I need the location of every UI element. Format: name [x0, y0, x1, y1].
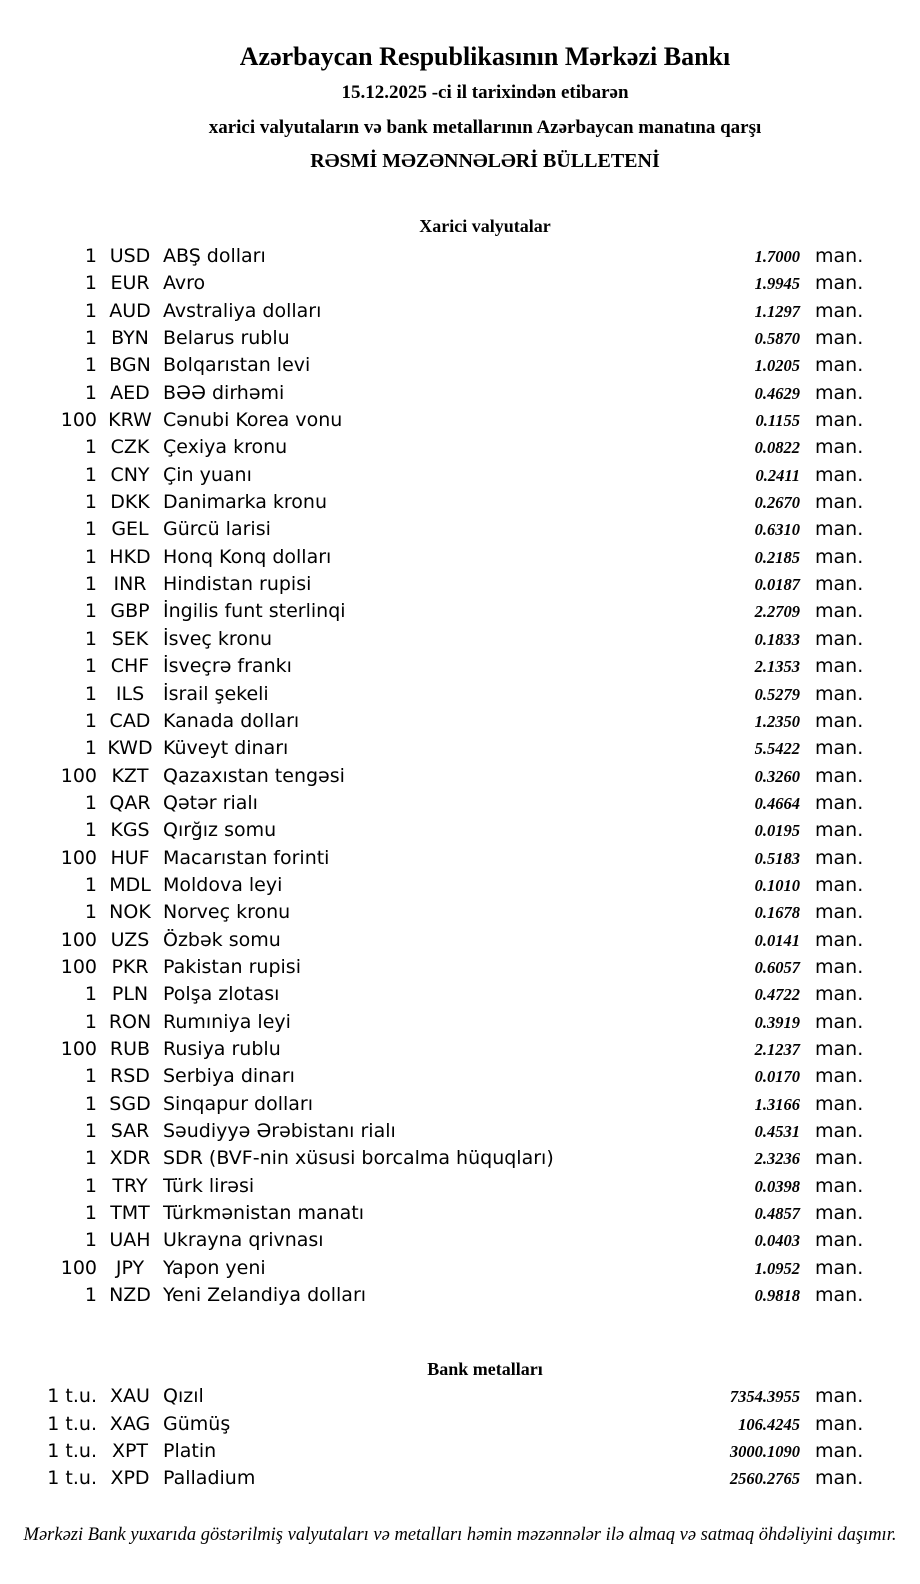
rate-cell: 0.1010 — [754, 875, 800, 895]
currency-row — [0, 817, 920, 844]
currency-row — [0, 981, 920, 1008]
currency-row — [0, 243, 920, 270]
code-cell: EUR — [110, 272, 150, 295]
code-cell: RUB — [109, 1037, 151, 1060]
rate-cell: 1.0952 — [754, 1258, 800, 1278]
unit-cell: man. — [815, 1202, 864, 1225]
name-cell: Yapon yeni — [163, 1256, 266, 1279]
quantity-cell: 1 — [84, 573, 97, 596]
unit-cell: man. — [815, 272, 864, 295]
name-cell: Avro — [163, 272, 206, 295]
unit-cell: man. — [815, 573, 864, 596]
currency-row — [0, 325, 920, 352]
currency-row — [0, 1173, 920, 1200]
code-cell: UZS — [110, 928, 150, 951]
unit-cell: man. — [815, 1385, 864, 1408]
code-cell: INR — [113, 573, 147, 596]
code-cell: RSD — [110, 1065, 150, 1088]
quantity-cell: 1 t.u. — [47, 1412, 97, 1435]
metal-row — [0, 1465, 920, 1492]
name-cell: Norveç kronu — [163, 901, 291, 924]
currency-row — [0, 462, 920, 489]
name-cell: Avstraliya dolları — [163, 299, 322, 322]
code-cell: UAH — [109, 1229, 151, 1252]
quantity-cell: 1 — [84, 1147, 97, 1170]
quantity-cell: 1 t.u. — [47, 1385, 97, 1408]
rate-cell: 1.1297 — [754, 301, 800, 321]
rate-cell: 0.4857 — [754, 1204, 800, 1224]
rate-cell: 106.4245 — [738, 1414, 800, 1434]
name-cell: Gürcü larisi — [163, 518, 271, 541]
name-cell: Palladium — [163, 1467, 256, 1490]
quantity-cell: 1 — [84, 545, 97, 568]
rate-cell: 0.5279 — [754, 684, 800, 704]
quantity-cell: 1 — [84, 627, 97, 650]
metals-table — [0, 1383, 920, 1492]
quantity-cell: 1 — [84, 600, 97, 623]
quantity-cell: 1 — [84, 819, 97, 842]
foreign-currencies-section — [0, 216, 920, 1309]
rate-cell: 0.1155 — [755, 411, 800, 431]
currency-row — [0, 1036, 920, 1063]
unit-cell: man. — [815, 1467, 864, 1490]
quantity-cell: 1 — [84, 272, 97, 295]
name-cell: İsrail şekeli — [163, 682, 269, 705]
currency-row — [0, 489, 920, 516]
quantity-cell: 1 — [84, 901, 97, 924]
unit-cell: man. — [815, 545, 864, 568]
rate-cell: 0.6310 — [754, 520, 800, 540]
name-cell: Qızıl — [163, 1385, 204, 1408]
unit-cell: man. — [815, 955, 864, 978]
quantity-cell: 1 — [84, 245, 97, 267]
quantity-cell: 1 — [84, 682, 97, 705]
currency-row — [0, 598, 920, 625]
name-cell: Çexiya kronu — [163, 436, 288, 459]
rate-cell: 1.7000 — [754, 247, 800, 266]
name-cell: Türk lirəsi — [163, 1174, 255, 1197]
unit-cell: man. — [815, 1065, 864, 1088]
quantity-cell: 1 — [84, 1092, 97, 1115]
unit-cell: man. — [815, 600, 864, 623]
currency-row — [0, 954, 920, 981]
quantity-cell: 1 — [84, 518, 97, 541]
quantity-cell: 1 — [84, 983, 97, 1006]
name-cell: Qırğız somu — [163, 819, 277, 842]
name-cell: Danimarka kronu — [163, 491, 328, 514]
code-cell: KZT — [111, 764, 149, 787]
currency-row — [0, 1200, 920, 1227]
code-cell: PKR — [111, 955, 149, 978]
name-cell: SDR (BVF-nin xüsusi borcalma hüquqları) — [163, 1147, 554, 1170]
code-cell: SAR — [110, 1120, 150, 1142]
currency-row — [0, 735, 920, 762]
currency-row — [0, 653, 920, 680]
code-cell: CHF — [110, 655, 150, 678]
rate-cell: 2.3236 — [754, 1149, 800, 1169]
rate-cell: 0.0187 — [754, 575, 800, 595]
rate-cell: 0.0141 — [754, 930, 800, 950]
rate-cell: 1.0205 — [754, 356, 800, 376]
bulletin-footer — [0, 1524, 920, 1546]
currency-row — [0, 845, 920, 872]
quantity-cell: 1 — [84, 655, 97, 678]
unit-cell: man. — [815, 983, 864, 1006]
rate-cell: 7354.3955 — [729, 1387, 800, 1407]
name-cell: Küveyt dinarı — [163, 737, 289, 760]
code-cell: KGS — [110, 819, 150, 842]
rate-cell: 0.2411 — [755, 465, 800, 485]
unit-cell: man. — [815, 491, 864, 514]
name-cell: İsveç kronu — [163, 627, 273, 650]
code-cell: XAG — [109, 1412, 151, 1435]
rate-cell: 1.3166 — [754, 1094, 800, 1114]
currency-row — [0, 298, 920, 325]
metal-row — [0, 1411, 920, 1438]
name-cell: Sinqapur dolları — [163, 1092, 314, 1115]
quantity-cell: 1 — [84, 491, 97, 514]
code-cell: CZK — [110, 436, 150, 459]
code-cell: XDR — [109, 1147, 151, 1170]
unit-cell: man. — [815, 381, 864, 404]
rate-cell: 0.1678 — [754, 903, 800, 923]
rate-cell: 2560.2765 — [729, 1469, 800, 1489]
quantity-cell: 100 — [60, 846, 97, 869]
rate-cell: 2.1353 — [754, 657, 800, 677]
name-cell: Belarus rublu — [163, 327, 290, 350]
unit-cell: man. — [815, 299, 864, 322]
currency-row — [0, 434, 920, 461]
code-cell: KRW — [108, 409, 152, 432]
quantity-cell: 100 — [60, 764, 97, 787]
rate-cell: 0.2670 — [754, 493, 800, 513]
quantity-cell: 1 — [84, 1284, 97, 1307]
rate-cell: 0.4629 — [754, 383, 800, 403]
code-cell: AUD — [109, 299, 151, 322]
quantity-cell: 1 — [84, 354, 97, 377]
code-cell: NZD — [109, 1284, 151, 1307]
currency-row — [0, 1118, 920, 1145]
code-cell: GEL — [111, 518, 149, 541]
unit-cell: man. — [815, 1256, 864, 1279]
rate-cell: 0.0170 — [754, 1067, 800, 1087]
code-cell: PLN — [111, 983, 149, 1006]
rate-cell: 0.6057 — [754, 957, 800, 977]
code-cell: RON — [108, 1010, 152, 1033]
name-cell: İsveçrə frankı — [163, 655, 292, 678]
name-cell: Hindistan rupisi — [163, 573, 312, 596]
rate-cell: 3000.1090 — [729, 1442, 800, 1462]
unit-cell: man. — [815, 1147, 864, 1170]
unit-cell: man. — [815, 1010, 864, 1033]
unit-cell: man. — [815, 354, 864, 377]
currency-row — [0, 1009, 920, 1036]
metal-row — [0, 1383, 920, 1410]
name-cell: Türkmənistan manatı — [163, 1202, 365, 1225]
unit-cell: man. — [815, 901, 864, 924]
code-cell: MDL — [109, 873, 151, 896]
code-cell: DKK — [110, 491, 150, 514]
unit-cell: man. — [815, 245, 864, 267]
quantity-cell: 1 — [84, 299, 97, 322]
name-cell: İngilis funt sterlinqi — [163, 600, 346, 623]
disclaimer-text: Mərkəzi Bank yuxarıda göstərilmiş valyutaları və metalları həmin məzənnələr ilə almaq və satmaq öhdəliyini daşımır. — [23, 1524, 897, 1545]
currency-row — [0, 1063, 920, 1090]
name-cell: Macarıstan forinti — [163, 846, 330, 869]
currency-row — [0, 407, 920, 434]
name-cell: Özbək somu — [163, 928, 281, 951]
code-cell: NOK — [109, 901, 151, 924]
rate-cell: 0.9818 — [754, 1286, 800, 1306]
name-cell: Rumıniya leyi — [163, 1010, 291, 1033]
quantity-cell: 1 t.u. — [47, 1440, 97, 1463]
code-cell: XPT — [111, 1440, 149, 1463]
currency-row — [0, 681, 920, 708]
unit-cell: man. — [815, 1120, 864, 1142]
quantity-cell: 1 — [84, 327, 97, 350]
rate-cell: 0.0398 — [754, 1176, 800, 1196]
quantity-cell: 1 t.u. — [47, 1467, 97, 1490]
unit-cell: man. — [815, 409, 864, 432]
unit-cell: man. — [815, 327, 864, 350]
rate-cell: 0.0195 — [754, 821, 800, 841]
unit-cell: man. — [815, 846, 864, 869]
rate-cell: 0.5870 — [754, 329, 800, 349]
rate-cell: 0.1833 — [754, 629, 800, 649]
name-cell: Səudiyyə Ərəbistanı rialı — [163, 1120, 396, 1142]
bulletin-subtitle: xarici valyutaların və bank metallarının Azərbaycan manatına qarşı — [208, 117, 762, 138]
quantity-cell: 1 — [84, 709, 97, 732]
quantity-cell: 1 — [84, 791, 97, 814]
unit-cell: man. — [815, 1284, 864, 1307]
currency-row — [0, 516, 920, 543]
code-cell: GBP — [110, 600, 150, 623]
name-cell: Bolqarıstan levi — [163, 354, 311, 377]
currency-row — [0, 1282, 920, 1309]
code-cell: XPD — [110, 1467, 150, 1490]
unit-cell: man. — [815, 873, 864, 896]
currency-row — [0, 544, 920, 571]
code-cell: BGN — [109, 354, 151, 377]
unit-cell: man. — [815, 682, 864, 705]
rate-cell: 0.4664 — [754, 793, 800, 813]
rate-cell: 0.0403 — [754, 1231, 800, 1251]
effective-date-line: 15.12.2025 -ci il tarixindən etibarən — [341, 82, 629, 103]
unit-cell: man. — [815, 737, 864, 760]
quantity-cell: 1 — [84, 737, 97, 760]
name-cell: Qətər rialı — [163, 791, 258, 814]
name-cell: Kanada dolları — [163, 709, 300, 732]
code-cell: JPY — [115, 1256, 145, 1279]
currency-row — [0, 872, 920, 899]
code-cell: KWD — [107, 737, 153, 760]
bulletin-title: RƏSMİ MƏZƏNNƏLƏRİ BÜLLETENİ — [310, 150, 660, 172]
quantity-cell: 1 — [84, 1010, 97, 1033]
name-cell: Rusiya rublu — [163, 1037, 281, 1060]
bulletin-header — [0, 0, 920, 172]
name-cell: Gümüş — [163, 1412, 231, 1435]
code-cell: USD — [109, 245, 151, 267]
rate-cell: 2.2709 — [754, 602, 800, 622]
code-cell: CNY — [110, 463, 150, 486]
currency-row — [0, 927, 920, 954]
code-cell: ILS — [115, 682, 145, 705]
quantity-cell: 100 — [60, 928, 97, 951]
name-cell: Pakistan rupisi — [163, 955, 301, 978]
currency-row — [0, 1227, 920, 1254]
rate-cell: 0.3260 — [754, 766, 800, 786]
unit-cell: man. — [815, 655, 864, 678]
quantity-cell: 1 — [84, 436, 97, 459]
currency-row — [0, 763, 920, 790]
name-cell: Polşa zlotası — [163, 983, 280, 1006]
name-cell: Serbiya dinarı — [163, 1065, 295, 1088]
name-cell: Honq Konq dolları — [163, 545, 332, 568]
code-cell: BYN — [111, 327, 149, 350]
name-cell: Ukrayna qrivnası — [163, 1229, 324, 1252]
metal-row — [0, 1438, 920, 1465]
rate-cell: 0.4722 — [754, 985, 800, 1005]
quantity-cell: 1 — [84, 1065, 97, 1088]
unit-cell: man. — [815, 627, 864, 650]
rate-cell: 5.5422 — [754, 739, 800, 759]
quantity-cell: 1 — [84, 1174, 97, 1197]
unit-cell: man. — [815, 928, 864, 951]
rate-cell: 0.5183 — [754, 848, 800, 868]
name-cell: Cənubi Korea vonu — [163, 409, 343, 432]
quantity-cell: 100 — [60, 1256, 97, 1279]
quantity-cell: 1 — [84, 1202, 97, 1225]
unit-cell: man. — [815, 1037, 864, 1060]
unit-cell: man. — [815, 819, 864, 842]
unit-cell: man. — [815, 764, 864, 787]
code-cell: TRY — [112, 1174, 148, 1197]
unit-cell: man. — [815, 436, 864, 459]
quantity-cell: 100 — [60, 1037, 97, 1060]
unit-cell: man. — [815, 791, 864, 814]
unit-cell: man. — [815, 709, 864, 732]
metals-section-title: Bank metalları — [427, 1359, 543, 1380]
currency-row — [0, 380, 920, 407]
name-cell: Çin yuanı — [163, 463, 252, 486]
name-cell: Qazaxıstan tengəsi — [163, 764, 345, 787]
name-cell: Moldova leyi — [163, 873, 283, 896]
currency-row — [0, 270, 920, 297]
rate-cell: 0.3919 — [754, 1012, 800, 1032]
currency-row — [0, 708, 920, 735]
currency-row — [0, 626, 920, 653]
rate-cell: 0.0822 — [754, 438, 800, 458]
rate-cell: 1.9945 — [754, 274, 800, 294]
quantity-cell: 100 — [60, 955, 97, 978]
code-cell: HKD — [109, 545, 151, 568]
unit-cell: man. — [815, 1440, 864, 1463]
rate-cell: 0.2185 — [754, 547, 800, 567]
code-cell: XAU — [110, 1385, 150, 1408]
currency-row — [0, 1255, 920, 1282]
name-cell: Yeni Zelandiya dolları — [163, 1284, 367, 1307]
unit-cell: man. — [815, 463, 864, 486]
quantity-cell: 1 — [84, 873, 97, 896]
unit-cell: man. — [815, 1092, 864, 1115]
currency-row — [0, 1145, 920, 1172]
unit-cell: man. — [815, 1229, 864, 1252]
rate-cell: 2.1237 — [754, 1039, 800, 1059]
currency-row — [0, 571, 920, 598]
name-cell: ABŞ dolları — [163, 245, 266, 267]
quantity-cell: 1 — [84, 463, 97, 486]
quantity-cell: 1 — [84, 1120, 97, 1142]
bank-metals-section — [0, 1359, 920, 1492]
code-cell: HUF — [110, 846, 150, 869]
quantity-cell: 1 — [84, 381, 97, 404]
code-cell: AED — [110, 381, 150, 404]
quantity-cell: 1 — [84, 1229, 97, 1252]
currency-row — [0, 899, 920, 926]
unit-cell: man. — [815, 1174, 864, 1197]
unit-cell: man. — [815, 518, 864, 541]
unit-cell: man. — [815, 1412, 864, 1435]
currencies-table — [0, 243, 920, 1309]
code-cell: SEK — [111, 627, 149, 650]
name-cell: BƏƏ dirhəmi — [163, 381, 285, 404]
code-cell: QAR — [109, 791, 151, 814]
name-cell: Platin — [163, 1440, 217, 1463]
currency-row — [0, 1091, 920, 1118]
quantity-cell: 100 — [60, 409, 97, 432]
code-cell: TMT — [110, 1202, 150, 1225]
code-cell: CAD — [109, 709, 151, 732]
currency-row — [0, 790, 920, 817]
currency-row — [0, 352, 920, 379]
bank-title: Azərbaycan Respublikasının Mərkəzi Bankı — [239, 42, 731, 71]
rate-cell: 0.4531 — [754, 1122, 800, 1141]
currencies-section-title: Xarici valyutalar — [419, 216, 551, 236]
rate-cell: 1.2350 — [754, 711, 800, 731]
code-cell: SGD — [109, 1092, 151, 1115]
